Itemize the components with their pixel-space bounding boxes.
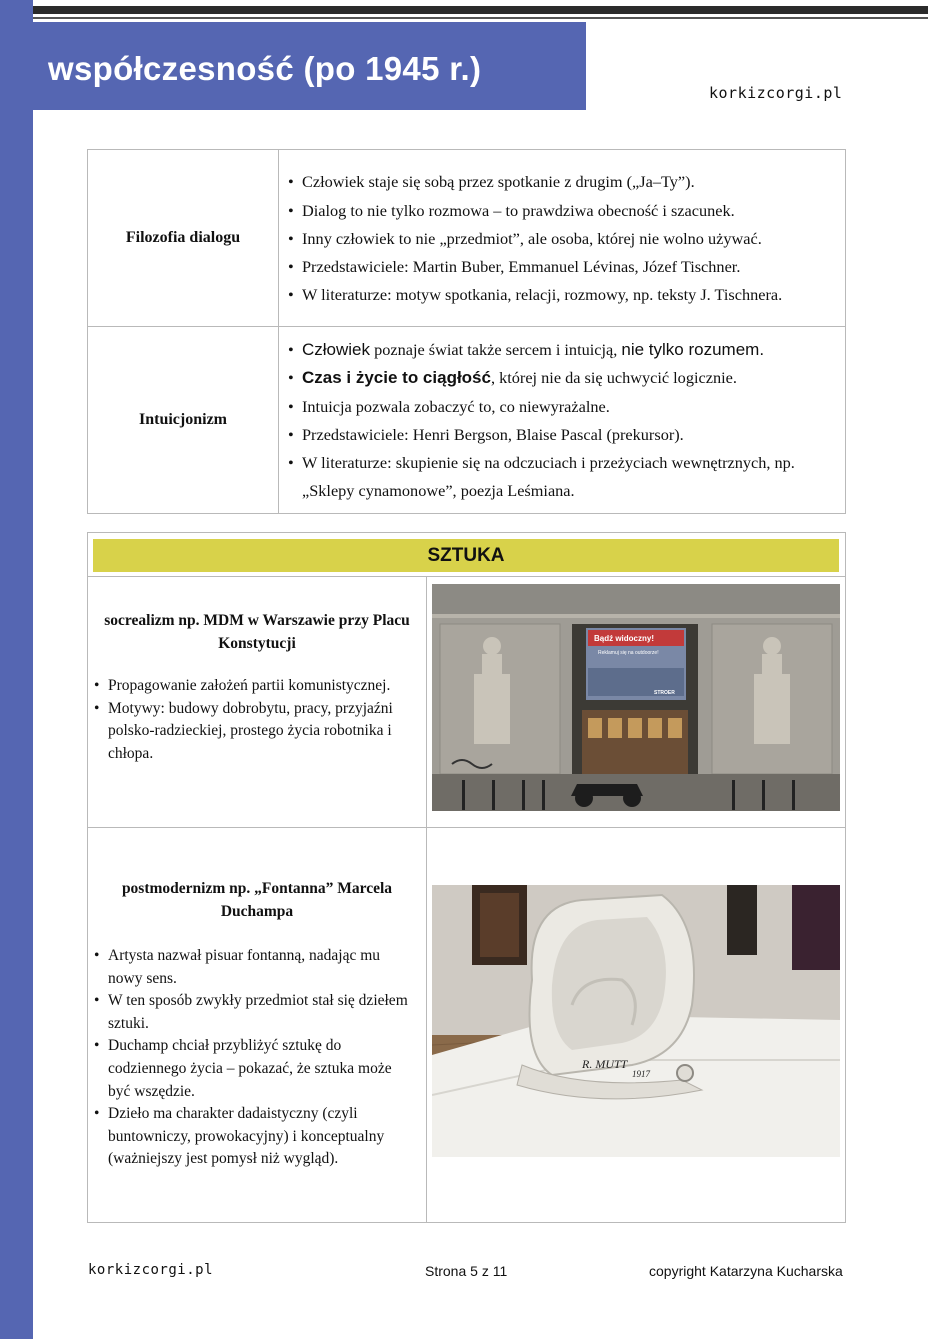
list-item: • W literaturze: skupienie się na odczuciach i przeżyciach wewnętrznych, np. „Sklepy cynamonowe”, poezja Leśmiana. (302, 449, 834, 506)
page-number: Strona 5 z 11 (425, 1263, 508, 1279)
philosophy-points (279, 150, 846, 327)
list-item: • Przedstawiciele: Henri Bergson, Blaise Pascal (prekursor). (302, 421, 834, 449)
fountain-year: 1917 (632, 1069, 650, 1079)
list-item: • Człowiek staje się sobą przez spotkanie z drugim („Ja–Ty”). (302, 168, 834, 196)
footer-site: korkizcorgi.pl (88, 1262, 214, 1278)
table-row (88, 533, 846, 577)
philosophy-name: Filozofia dialogu (88, 150, 279, 327)
list-item: • Intuicja pozwala zobaczyć to, co niewyrażalne. (302, 393, 834, 421)
mdm-building-photo (432, 584, 840, 811)
art-title: socrealizm np. MDM w Warszawie przy Placu Konstytucji (104, 612, 410, 652)
list-item: • Propagowanie założeń partii komunistycznej. (108, 675, 416, 698)
list-item: • Czas i życie to ciągłość, której nie da się uchwycić logicznie. (302, 364, 834, 392)
top-rule (0, 0, 928, 22)
list-item: • Duchamp chciał przybliżyć sztukę do codziennego życia – pokazać, że sztuka może być wszędzie. (108, 1035, 416, 1103)
fountain-signature: R. MUTT (582, 1057, 628, 1071)
philosophy-table (87, 149, 846, 514)
table-row (88, 828, 846, 1223)
art-description (88, 828, 427, 1223)
left-stripe (0, 0, 33, 1339)
art-image-cell (427, 577, 846, 828)
list-item: • Artysta nazwał pisuar fontanną, nadając mu nowy sens. (108, 945, 416, 990)
fountain-photo (432, 885, 840, 1157)
list-item: • Człowiek poznaje świat także sercem i intuicją, nie tylko rozumem. (302, 336, 834, 364)
list-item: • Dzieło ma charakter dadaistyczny (czyli buntowniczy, prowokacyjny) i konceptualny (ważniejszy jest pomysł niż wygląd). (108, 1103, 416, 1171)
philosophy-points (279, 327, 846, 514)
site-name-header: korkizcorgi.pl (709, 84, 843, 102)
table-row (88, 327, 846, 514)
list-item: • Przedstawiciele: Martin Buber, Emmanuel Lévinas, Józef Tischner. (302, 253, 834, 281)
art-image-cell (427, 828, 846, 1223)
billboard-brand: STROER (654, 690, 675, 696)
philosophy-name: Intuicjonizm (88, 327, 279, 514)
list-item: • W literaturze: motyw spotkania, relacji, rozmowy, np. teksty J. Tischnera. (302, 281, 834, 309)
page-title: współczesność (po 1945 r.) (48, 50, 482, 87)
billboard-subtitle: Reklamuj się na outdoorze! (598, 650, 659, 656)
table-row (88, 150, 846, 327)
billboard-slogan: Bądź widoczny! (594, 634, 655, 643)
art-description (88, 577, 427, 828)
table-row (88, 577, 846, 828)
list-item: • Inny człowiek to nie „przedmiot”, ale osoba, której nie wolno używać. (302, 225, 834, 253)
copyright: copyright Katarzyna Kucharska (649, 1263, 843, 1279)
list-item: • W ten sposób zwykły przedmiot stał się dziełem sztuki. (108, 990, 416, 1035)
art-title: postmodernizm np. „Fontanna” Marcela Duchampa (121, 880, 393, 920)
art-heading: SZTUKA (93, 539, 839, 572)
list-item: • Motywy: budowy dobrobytu, pracy, przyjaźni polsko-radzieckiej, prostego życia robotnika i chłopa. (108, 698, 416, 766)
art-table (87, 532, 846, 1223)
list-item: • Dialog to nie tylko rozmowa – to prawdziwa obecność i szacunek. (302, 197, 834, 225)
